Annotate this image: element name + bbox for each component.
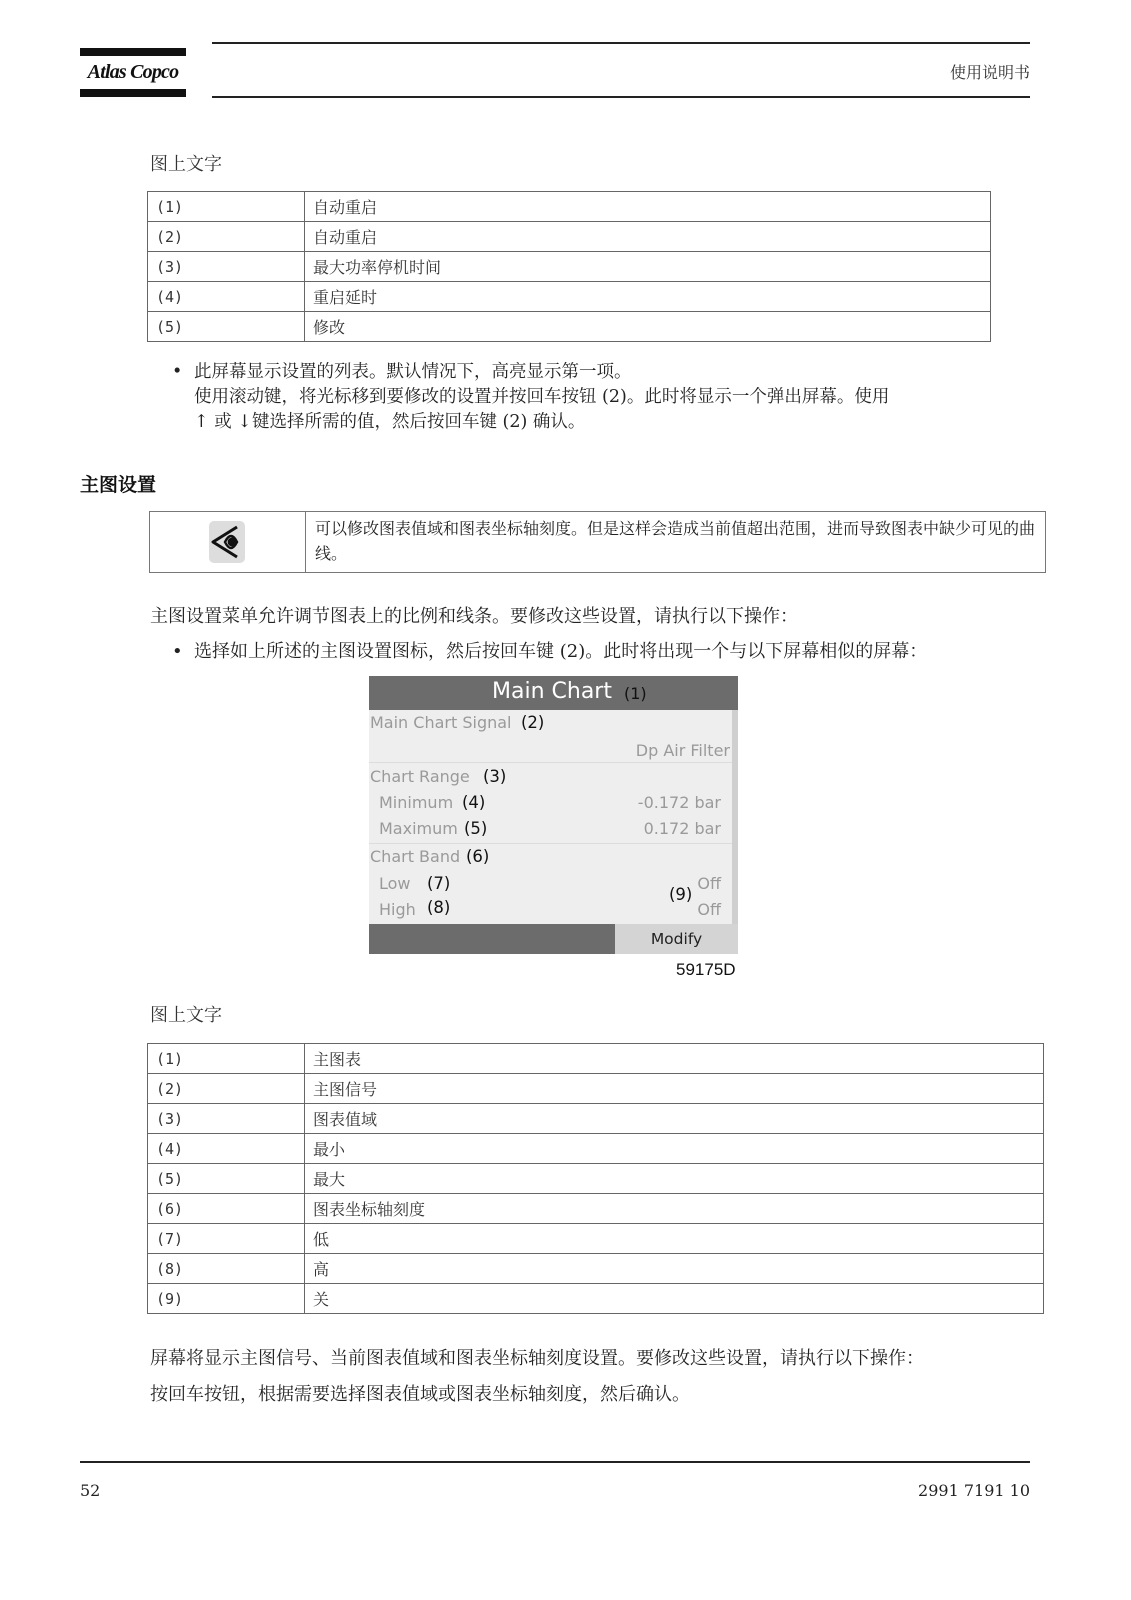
table-row	[148, 312, 991, 342]
screen-title: Main Chart	[492, 679, 612, 704]
table-row	[148, 1224, 1044, 1254]
item-number: (4)	[148, 282, 305, 312]
callout-6: (6)	[466, 847, 490, 866]
bullet-line-2: 使用滚动键，将光标移到要修改的设置并按回车按钮 (2)。此时将显示一个弹出屏幕。使用	[194, 387, 890, 407]
eye-warning-icon	[203, 518, 251, 566]
item-text: 自动重启	[305, 222, 991, 252]
item-text: 关	[305, 1284, 1044, 1314]
signal-label: Main Chart Signal	[370, 713, 512, 732]
item-text: 自动重启	[305, 192, 991, 222]
main-chart-screen	[369, 676, 738, 954]
page-number: 52	[80, 1481, 101, 1500]
scrollbar[interactable]	[732, 710, 738, 924]
note-box	[149, 511, 1046, 573]
table-row	[148, 1104, 1044, 1134]
table-row	[148, 1044, 1044, 1074]
table-row	[148, 1134, 1044, 1164]
table-row	[148, 282, 991, 312]
item-number: (9)	[148, 1284, 305, 1314]
chart-range-label: Chart Range	[370, 767, 470, 786]
intro-bullet-text: 选择如上所述的主图设置图标，然后按回车键 (2)。此时将出现一个与以下屏幕相似的屏幕：	[194, 641, 928, 662]
item-text: 高	[305, 1254, 1044, 1284]
table-row	[148, 1164, 1044, 1194]
section-heading: 主图设置	[80, 474, 157, 496]
maximum-label: Maximum	[379, 819, 458, 838]
low-value: Off	[697, 874, 721, 893]
caption-label: 图上文字	[150, 154, 222, 175]
high-value: Off	[697, 900, 721, 919]
minimum-value: -0.172 bar	[637, 793, 721, 812]
item-number: (1)	[148, 192, 305, 222]
item-text: 主图信号	[305, 1074, 1044, 1104]
item-text: 低	[305, 1224, 1044, 1254]
logo-top-bar	[80, 48, 186, 56]
intro-bullet	[172, 639, 927, 664]
item-number: (5)	[148, 1164, 305, 1194]
item-number: (1)	[148, 1044, 305, 1074]
table-row	[148, 1254, 1044, 1284]
callout-3: (3)	[483, 767, 507, 786]
bullet-line-3: ↑ 或 ↓键选择所需的值，然后按回车键 (2) 确认。	[194, 412, 586, 432]
chart-band-label: Chart Band	[370, 847, 461, 866]
item-number: (5)	[148, 312, 305, 342]
item-number: (4)	[148, 1134, 305, 1164]
item-text: 最大功率停机时间	[305, 252, 991, 282]
logo-text: Atlas Copco	[87, 61, 179, 83]
closing-line-1: 屏幕将显示主图信号、当前图表值域和图表坐标轴刻度设置。要修改这些设置，请执行以下操作：	[150, 1348, 924, 1369]
table-row	[148, 252, 991, 282]
item-number: (7)	[148, 1224, 305, 1254]
item-text: 重启延时	[305, 282, 991, 312]
row-divider	[369, 843, 732, 844]
item-number: (8)	[148, 1254, 305, 1284]
table-row	[148, 192, 991, 222]
callout-1: (1)	[624, 684, 647, 703]
table-row	[148, 1194, 1044, 1224]
table-row	[148, 1284, 1044, 1314]
maximum-value: 0.172 bar	[643, 819, 721, 838]
caption-table	[147, 191, 991, 342]
item-number: (3)	[148, 252, 305, 282]
minimum-label: Minimum	[379, 793, 454, 812]
caption-label: 图上文字	[150, 1005, 222, 1026]
caption-table	[147, 1043, 1044, 1314]
callout-8: (8)	[427, 898, 451, 917]
callout-5: (5)	[464, 819, 488, 838]
bullet-line-1: 此屏幕显示设置的列表。默认情况下，高亮显示第一项。	[194, 362, 632, 382]
callout-9: (9)	[669, 885, 693, 904]
modify-button[interactable]: Modify	[615, 924, 738, 954]
item-text: 修改	[305, 312, 991, 342]
closing-line-2: 按回车按钮，根据需要选择图表值域或图表坐标轴刻度，然后确认。	[150, 1384, 690, 1405]
item-number: (2)	[148, 222, 305, 252]
item-number: (6)	[148, 1194, 305, 1224]
table-row	[148, 222, 991, 252]
low-label: Low	[379, 874, 411, 893]
header-top-rule	[212, 42, 1030, 44]
bullet-marker: •	[172, 362, 183, 382]
callout-2: (2)	[521, 713, 545, 732]
figure-id: 59175D	[676, 960, 736, 979]
callout-7: (7)	[427, 874, 451, 893]
item-text: 图表坐标轴刻度	[305, 1194, 1044, 1224]
footer-rule	[80, 1461, 1030, 1463]
intro-paragraph: 主图设置菜单允许调节图表上的比例和线条。要修改这些设置，请执行以下操作：	[150, 606, 798, 627]
item-text: 主图表	[305, 1044, 1044, 1074]
item-text: 最大	[305, 1164, 1044, 1194]
table-row	[148, 1074, 1044, 1104]
item-number: (2)	[148, 1074, 305, 1104]
callout-4: (4)	[462, 793, 486, 812]
logo-bottom-bar	[80, 89, 186, 97]
bullet-marker: •	[172, 641, 183, 662]
header-title: 使用说明书	[949, 63, 1030, 82]
high-label: High	[379, 900, 416, 919]
signal-value: Dp Air Filter	[635, 741, 730, 760]
document-number: 2991 7191 10	[918, 1481, 1030, 1500]
note-icon-cell	[150, 512, 306, 572]
row-divider	[369, 762, 732, 763]
header-bottom-rule	[212, 96, 1030, 98]
item-text: 最小	[305, 1134, 1044, 1164]
note-text: 可以修改图表值域和图表坐标轴刻度。但是这样会造成当前值超出范围，进而导致图表中缺少可见的曲线。	[315, 519, 1036, 563]
function-bar	[369, 924, 615, 954]
item-text: 图表值域	[305, 1104, 1044, 1134]
instruction-bullet	[172, 360, 889, 435]
item-number: (3)	[148, 1104, 305, 1134]
